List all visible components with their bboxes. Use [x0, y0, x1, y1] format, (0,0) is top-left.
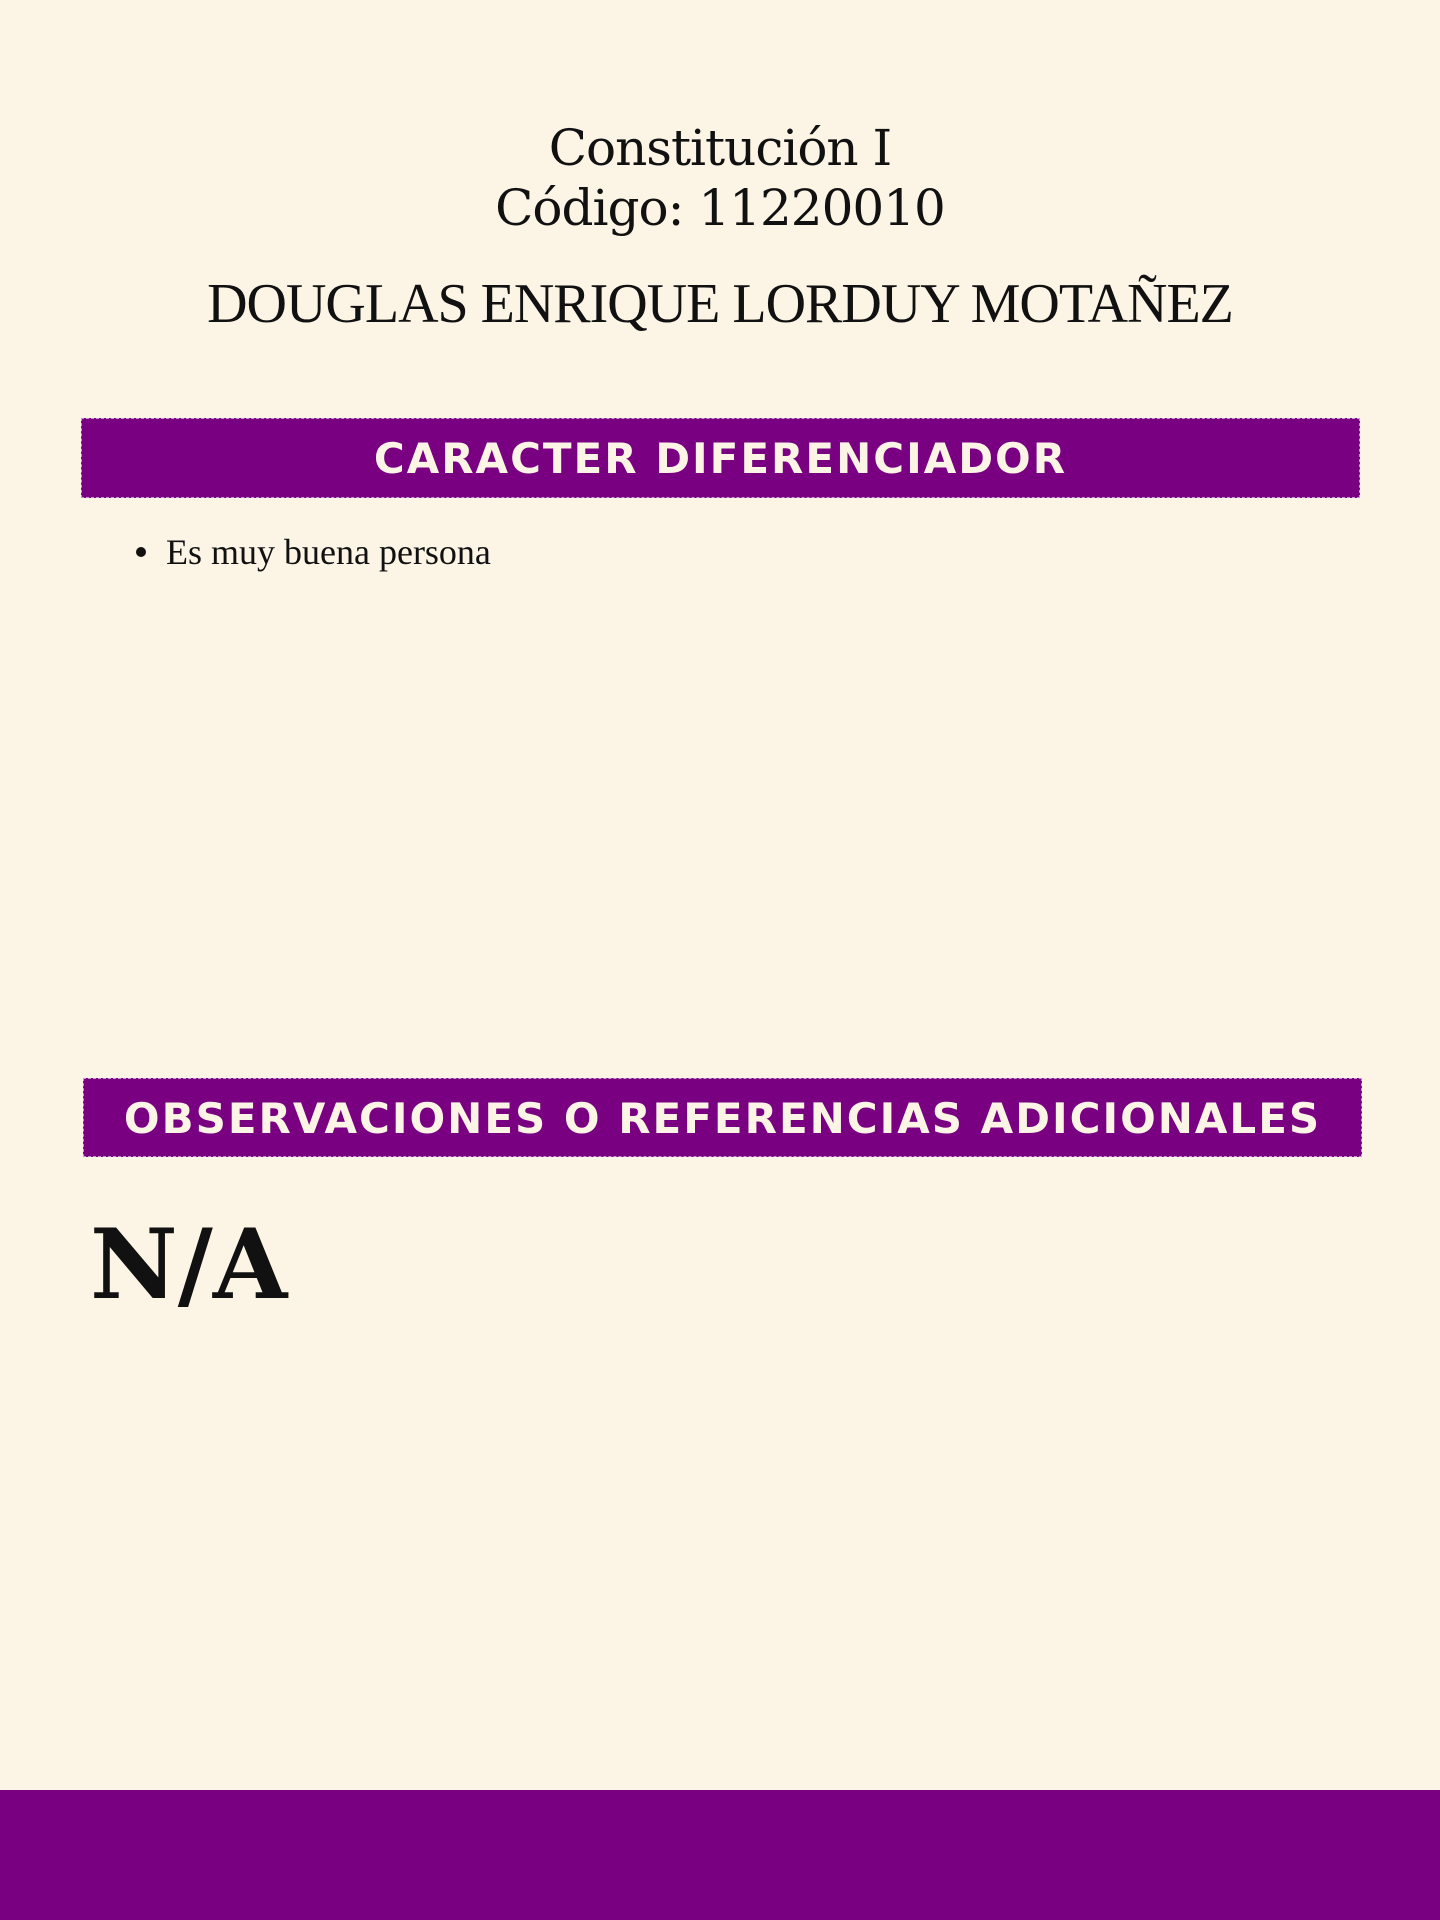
bullet-icon	[136, 547, 146, 557]
person-name: DOUGLAS ENRIQUE LORDUY MOTAÑEZ	[207, 273, 1233, 335]
course-title: Constitución I	[548, 119, 892, 177]
footer-bar	[0, 1790, 1440, 1920]
caracter-list	[136, 530, 491, 574]
document-header	[0, 118, 1440, 238]
observaciones-content: N/A	[90, 1208, 288, 1321]
list-item-text: Es muy buena persona	[166, 532, 491, 572]
list-item	[136, 530, 491, 574]
course-code: Código: 11220010	[495, 179, 945, 237]
section-heading-caracter-diferenciador: CARACTER DIFERENCIADOR	[81, 418, 1360, 498]
section-heading-observaciones: OBSERVACIONES O REFERENCIAS ADICIONALES	[83, 1078, 1362, 1157]
